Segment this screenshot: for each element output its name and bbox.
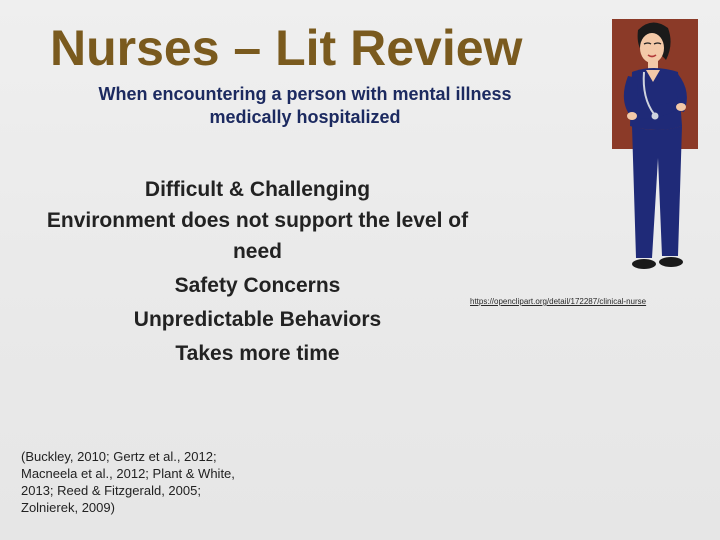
citation-text: (Buckley, 2010; Gertz et al., 2012; Macneela et al., 2012; Plant & White, 2013; Reed & Fitzgerald, 2005; Zolnierek, 2009) — [21, 449, 235, 515]
bullet-list — [20, 174, 495, 369]
bullet-item: Environment does not support the level of need — [46, 209, 469, 263]
bullet-item: Takes more time — [175, 342, 340, 365]
slide-subtitle: When encountering a person with mental illness medically hospitalized — [98, 84, 512, 127]
bullet-item: Unpredictable Behaviors — [133, 308, 382, 331]
image-source-link[interactable]: https://openclipart.org/detail/172287/clinical-nurse — [470, 297, 647, 306]
nurse-clipart-icon — [608, 18, 708, 280]
bullet-item: Difficult & Challenging — [144, 178, 371, 201]
slide-title: Nurses – Lit Review — [50, 20, 523, 76]
bullet-item: Safety Concerns — [174, 274, 341, 297]
